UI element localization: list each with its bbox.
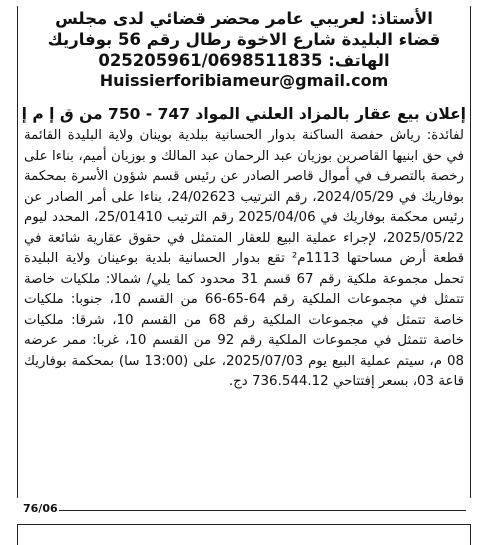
reference-row <box>19 502 469 518</box>
email-address: Huissierforibiameur@gmail.com <box>99 71 389 90</box>
phone-numbers: 025205961/0698511835 <box>98 51 323 70</box>
phone-label: الهاتف: <box>328 51 390 70</box>
bailiff-address-line: قضاء البليدة شارع الاخوة رطال رقم 56 بوفاريك <box>47 30 441 49</box>
reference-divider <box>59 510 466 511</box>
notice-title: إعلان بيع عقار بالمزاد العلني المواد 747 - 750 من ق إ م إ <box>21 105 466 123</box>
phone-line <box>22 50 466 71</box>
notice-reference: 76/06 <box>23 502 58 515</box>
bailiff-header <box>22 8 466 91</box>
next-notice-box <box>17 524 471 545</box>
notice-body: لفائدة: رياش حفصة الساكنة بدوار الحسانية ببلدية بوينان ولاية البليدة القائمة في حق ابنيها القاصرين بوزيان عبد الرحمان عبد المالك و بوزيان أميم، بناءا على رخصة بالتصرف في أموال قاصر الصادر عن رئيس قسم شؤون الأسرة بمحكمة بوفاريك في 2024/05/29، رقم الترتيب 24/02623، بناءا على أمر الصادر عن رئيس محكمة بوفاريك في 2025/04/06 رقم الترتيب 25/01410، المحدد ليوم 2025/05/22، لإجراء عملية البيع للعقار المتمثل في حقوق عقارية شائعة في قطعة أرض مساحتها 1113م² تقع بدوار الحسانية بلدية بوعينان ولاية البليدة تحمل مجموعة ملكية رقم 67 قسم 31 محدود كما يلي/ شمالا: ملكيات خاصة تتمثل في مجموعات الملكية رقم 64-65-66 من القسم 10، جنوبا: ملكيات خاصة تتمثل في مجموعات الملكية رقم 68 من القسم 10، شرقا: ملكيات خاصة تتمثل في مجموعات الملكية رقم 92 من القسم 10، غربا: ممر عرضه 08 م، سيتم عملية البيع يوم 2025/07/03، على (13:00 سا) بمحكمة بوفاريك قاعة 03، بسعر إفتتاحي 736.544.12 دج. <box>24 128 465 389</box>
bailiff-name-line: الأستاذ: لعريبي عامر محضر قضائي لدى مجلس <box>55 9 433 28</box>
